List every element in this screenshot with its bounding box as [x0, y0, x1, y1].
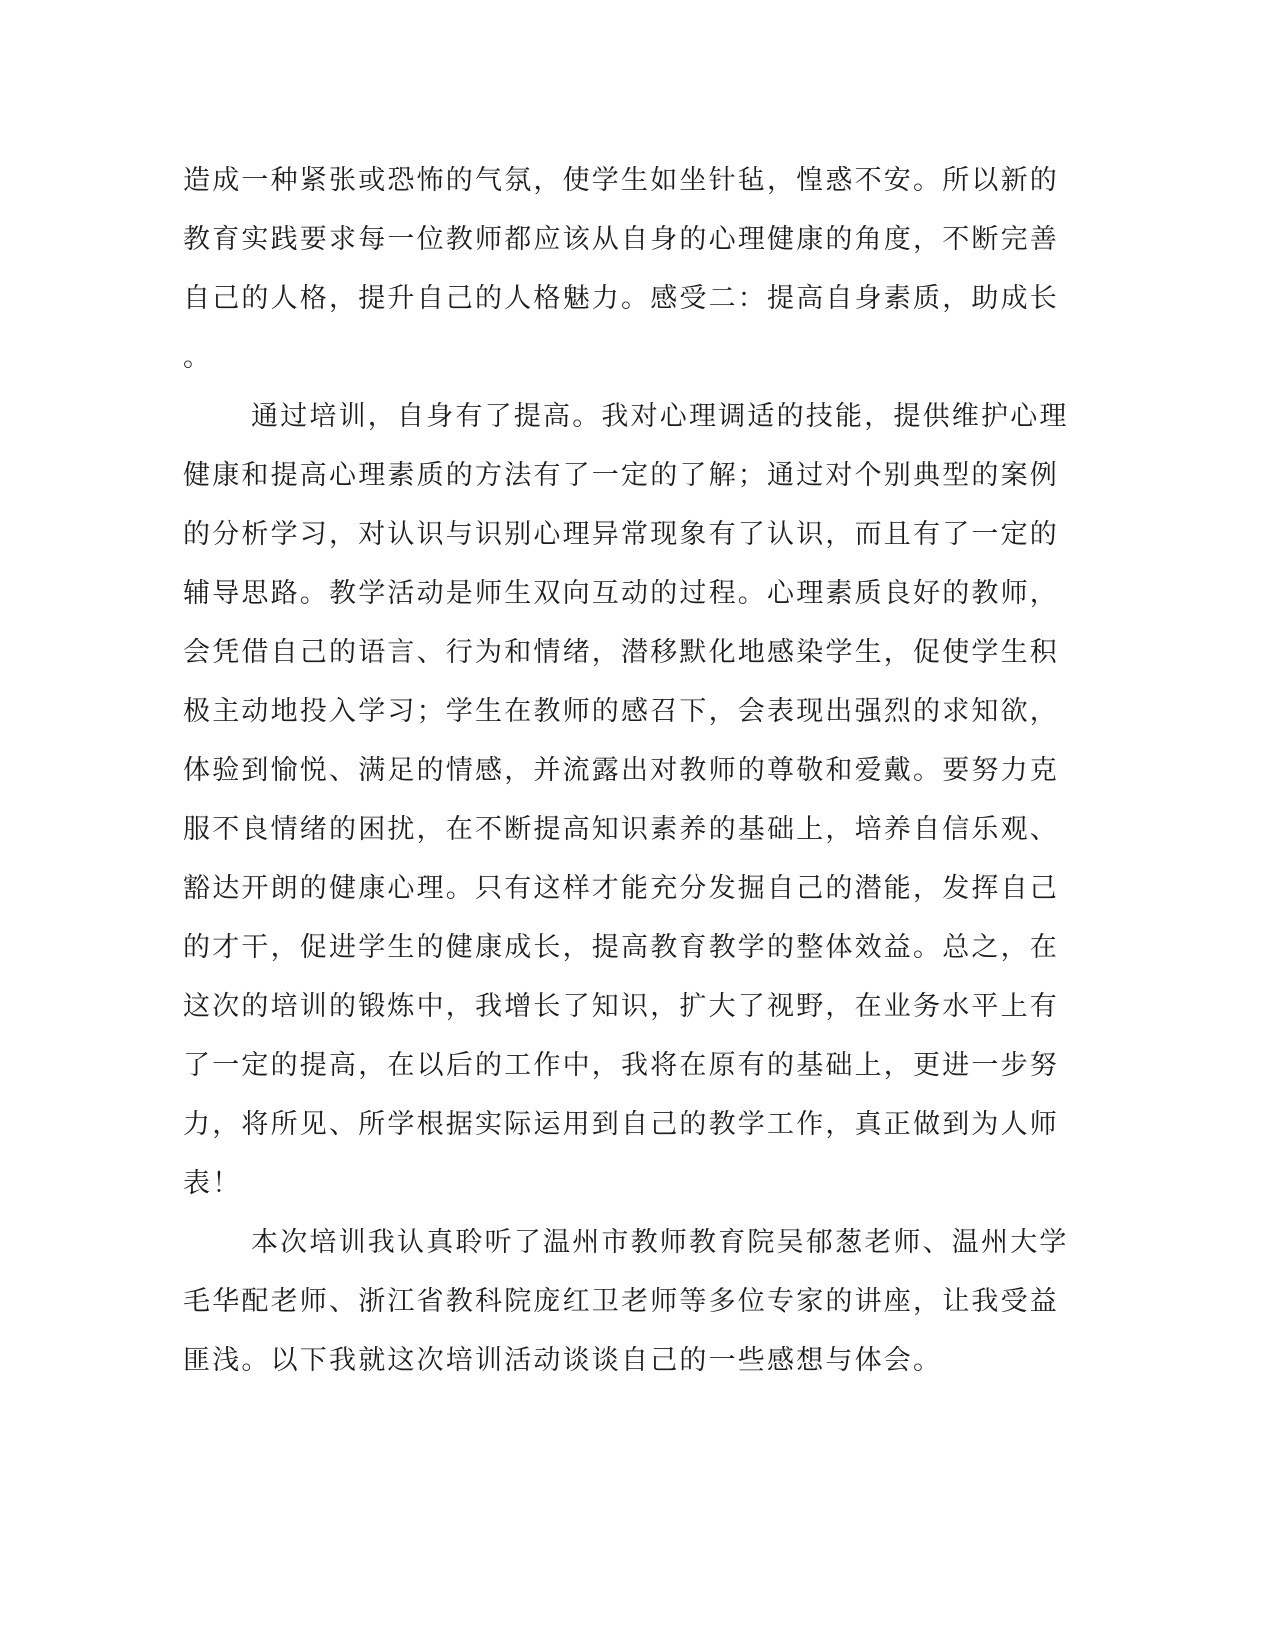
text-line: 体验到愉悦、满足的情感，并流露出对教师的尊敬和爱戴。要努力克	[183, 755, 1059, 786]
text-line: 。	[183, 342, 213, 373]
text-line: 极主动地投入学习；学生在教师的感召下，会表现出强烈的求知欲，	[183, 696, 1059, 727]
text-line: 自己的人格，提升自己的人格魅力。感受二：提高自身素质，助成长	[183, 283, 1059, 314]
text-line: 匪浅。以下我就这次培训活动谈谈自己的一些感想与体会。	[183, 1345, 943, 1376]
text-line: 造成一种紧张或恐怖的气氛，使学生如坐针毡，惶惑不安。所以新的	[183, 165, 1059, 196]
text-line: 健康和提高心理素质的方法有了一定的了解；通过对个别典型的案例	[183, 460, 1059, 491]
paragraph-start-line: 通过培训，自身有了提高。我对心理调适的技能，提供维护心理	[251, 401, 1069, 432]
text-line: 服不良情绪的困扰，在不断提高知识素养的基础上，培养自信乐观、	[183, 814, 1059, 845]
text-line: 教育实践要求每一位教师都应该从自身的心理健康的角度，不断完善	[183, 224, 1059, 255]
text-line: 表！	[183, 1168, 242, 1199]
text-line: 这次的培训的锻炼中，我增长了知识，扩大了视野，在业务水平上有	[183, 991, 1059, 1022]
text-line: 了一定的提高，在以后的工作中，我将在原有的基础上，更进一步努	[183, 1050, 1059, 1081]
text-line: 会凭借自己的语言、行为和情绪，潜移默化地感染学生，促使学生积	[183, 637, 1059, 668]
paragraph-start-line: 本次培训我认真聆听了温州市教师教育院吴郁葱老师、温州大学	[251, 1227, 1069, 1258]
text-line: 的才干，促进学生的健康成长，提高教育教学的整体效益。总之，在	[183, 932, 1059, 963]
text-line: 豁达开朗的健康心理。只有这样才能充分发掘自己的潜能，发挥自己	[183, 873, 1059, 904]
text-line: 的分析学习，对认识与识别心理异常现象有了认识，而且有了一定的	[183, 519, 1059, 550]
text-line: 毛华配老师、浙江省教科院庞红卫老师等多位专家的讲座，让我受益	[183, 1286, 1059, 1317]
text-line: 力，将所见、所学根据实际运用到自己的教学工作，真正做到为人师	[183, 1109, 1059, 1140]
text-line: 辅导思路。教学活动是师生双向互动的过程。心理素质良好的教师，	[183, 578, 1059, 609]
